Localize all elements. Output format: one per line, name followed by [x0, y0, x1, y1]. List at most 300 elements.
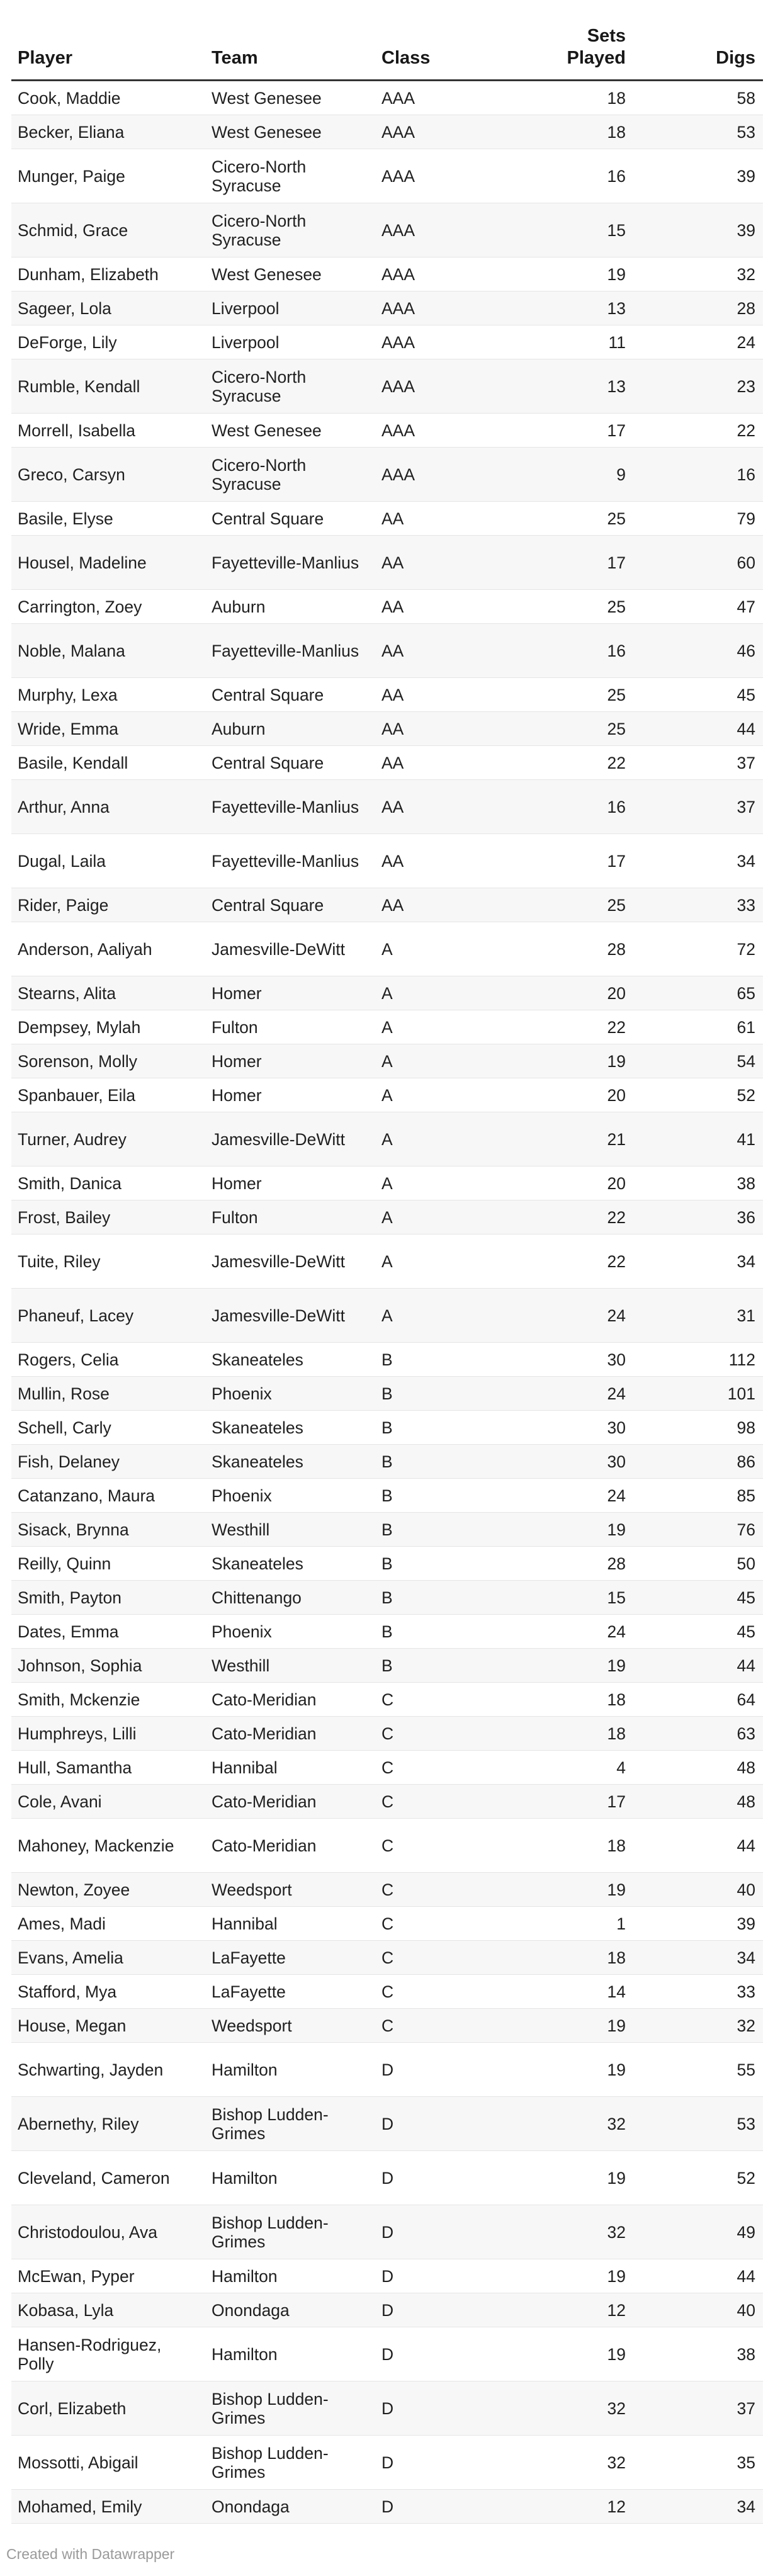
cell-digs: 44 — [633, 1819, 763, 1873]
cell-team: West Genesee — [205, 257, 375, 291]
cell-class: AA — [375, 502, 511, 536]
cell-class: AAA — [375, 414, 511, 448]
cell-player: Greco, Carsyn — [11, 448, 205, 502]
cell-sets: 13 — [511, 291, 633, 325]
table-row — [11, 1547, 763, 1581]
cell-sets: 25 — [511, 502, 633, 536]
cell-player: Smith, Mckenzie — [11, 1683, 205, 1717]
cell-team: Liverpool — [205, 325, 375, 359]
cell-class: A — [375, 1289, 511, 1343]
cell-player: Dempsey, Mylah — [11, 1010, 205, 1044]
table-row — [11, 1819, 763, 1873]
table-row — [11, 1445, 763, 1479]
cell-digs: 37 — [633, 780, 763, 834]
column-header-sets-played[interactable] — [511, 25, 633, 81]
cell-class: AAA — [375, 149, 511, 203]
column-header-team[interactable]: Team — [205, 25, 375, 81]
cell-player: Rogers, Celia — [11, 1343, 205, 1377]
cell-sets: 30 — [511, 1445, 633, 1479]
cell-sets: 4 — [511, 1751, 633, 1785]
cell-sets: 19 — [511, 1873, 633, 1907]
cell-sets: 25 — [511, 712, 633, 746]
cell-sets: 18 — [511, 115, 633, 149]
cell-class: B — [375, 1411, 511, 1445]
table-row — [11, 1941, 763, 1975]
cell-digs: 65 — [633, 976, 763, 1010]
table-row — [11, 1343, 763, 1377]
cell-class: C — [375, 1751, 511, 1785]
cell-player: Morrell, Isabella — [11, 414, 205, 448]
cell-digs: 53 — [633, 115, 763, 149]
cell-digs: 44 — [633, 712, 763, 746]
cell-player: Christodoulou, Ava — [11, 2205, 205, 2259]
cell-team: Onondaga — [205, 2490, 375, 2524]
cell-team: Hamilton — [205, 2327, 375, 2381]
table-row — [11, 780, 763, 834]
cell-digs: 49 — [633, 2205, 763, 2259]
cell-class: AAA — [375, 359, 511, 414]
cell-team: Cicero-North Syracuse — [205, 448, 375, 502]
cell-digs: 50 — [633, 1547, 763, 1581]
cell-player: House, Megan — [11, 2009, 205, 2043]
cell-team: Hannibal — [205, 1907, 375, 1941]
cell-class: AAA — [375, 291, 511, 325]
table-row — [11, 624, 763, 678]
cell-sets: 24 — [511, 1479, 633, 1513]
cell-sets: 1 — [511, 1907, 633, 1941]
cell-sets: 20 — [511, 1167, 633, 1200]
cell-player: Anderson, Aaliyah — [11, 922, 205, 976]
table-row — [11, 2043, 763, 2097]
cell-sets: 25 — [511, 888, 633, 922]
cell-digs: 86 — [633, 1445, 763, 1479]
cell-sets: 14 — [511, 1975, 633, 2009]
cell-player: McEwan, Pyper — [11, 2259, 205, 2293]
cell-sets: 17 — [511, 536, 633, 590]
table-row — [11, 2490, 763, 2524]
cell-class: C — [375, 1819, 511, 1873]
cell-class: AAA — [375, 81, 511, 115]
cell-digs: 112 — [633, 1343, 763, 1377]
cell-class: AA — [375, 888, 511, 922]
cell-team: Bishop Ludden-Grimes — [205, 2097, 375, 2151]
cell-sets: 12 — [511, 2490, 633, 2524]
cell-sets: 32 — [511, 2381, 633, 2436]
table-row — [11, 1044, 763, 1078]
cell-player: Hansen-Rodriguez, Polly — [11, 2327, 205, 2381]
table-row — [11, 976, 763, 1010]
cell-digs: 22 — [633, 414, 763, 448]
cell-player: Becker, Eliana — [11, 115, 205, 149]
table-row — [11, 1112, 763, 1167]
table-row — [11, 1785, 763, 1819]
cell-player: Evans, Amelia — [11, 1941, 205, 1975]
cell-sets: 18 — [511, 1717, 633, 1751]
cell-player: Murphy, Lexa — [11, 678, 205, 712]
cell-player: Basile, Kendall — [11, 746, 205, 780]
cell-class: C — [375, 1873, 511, 1907]
table-row — [11, 746, 763, 780]
cell-team: Weedsport — [205, 1873, 375, 1907]
table-row — [11, 414, 763, 448]
cell-sets: 17 — [511, 414, 633, 448]
cell-class: AA — [375, 834, 511, 888]
cell-sets: 13 — [511, 359, 633, 414]
cell-sets: 19 — [511, 2327, 633, 2381]
cell-team: Bishop Ludden-Grimes — [205, 2205, 375, 2259]
table-row — [11, 1907, 763, 1941]
cell-class: A — [375, 1200, 511, 1234]
sets-header-line2: Played — [567, 48, 626, 68]
table-row — [11, 2097, 763, 2151]
cell-player: Sorenson, Molly — [11, 1044, 205, 1078]
cell-digs: 31 — [633, 1289, 763, 1343]
cell-team: Jamesville-DeWitt — [205, 1234, 375, 1289]
cell-player: Smith, Payton — [11, 1581, 205, 1615]
cell-sets: 32 — [511, 2097, 633, 2151]
table-row — [11, 257, 763, 291]
cell-class: D — [375, 2043, 511, 2097]
table-row — [11, 2293, 763, 2327]
table-row — [11, 1078, 763, 1112]
cell-digs: 34 — [633, 2490, 763, 2524]
cell-team: LaFayette — [205, 1975, 375, 2009]
cell-digs: 34 — [633, 1234, 763, 1289]
cell-player: Newton, Zoyee — [11, 1873, 205, 1907]
cell-sets: 32 — [511, 2436, 633, 2490]
cell-sets: 19 — [511, 2151, 633, 2205]
cell-team: Skaneateles — [205, 1411, 375, 1445]
cell-digs: 34 — [633, 1941, 763, 1975]
table-row — [11, 359, 763, 414]
cell-digs: 85 — [633, 1479, 763, 1513]
cell-sets: 22 — [511, 1010, 633, 1044]
cell-team: Cato-Meridian — [205, 1717, 375, 1751]
cell-class: AAA — [375, 448, 511, 502]
cell-sets: 16 — [511, 149, 633, 203]
cell-team: Weedsport — [205, 2009, 375, 2043]
cell-player: Hull, Samantha — [11, 1751, 205, 1785]
cell-digs: 28 — [633, 291, 763, 325]
cell-player: Tuite, Riley — [11, 1234, 205, 1289]
cell-player: Wride, Emma — [11, 712, 205, 746]
cell-sets: 9 — [511, 448, 633, 502]
cell-digs: 38 — [633, 1167, 763, 1200]
cell-digs: 39 — [633, 203, 763, 257]
table-row — [11, 536, 763, 590]
cell-digs: 38 — [633, 2327, 763, 2381]
cell-player: Abernethy, Riley — [11, 2097, 205, 2151]
digs-leaders-table — [11, 25, 763, 2524]
cell-class: D — [375, 2151, 511, 2205]
cell-digs: 32 — [633, 2009, 763, 2043]
cell-sets: 19 — [511, 2259, 633, 2293]
cell-class: AA — [375, 536, 511, 590]
cell-team: Fulton — [205, 1200, 375, 1234]
cell-team: Jamesville-DeWitt — [205, 1112, 375, 1167]
cell-player: Dates, Emma — [11, 1615, 205, 1649]
cell-digs: 60 — [633, 536, 763, 590]
cell-player: Fish, Delaney — [11, 1445, 205, 1479]
cell-team: Fulton — [205, 1010, 375, 1044]
cell-class: AAA — [375, 257, 511, 291]
cell-sets: 20 — [511, 976, 633, 1010]
column-header-class[interactable]: Class — [375, 25, 511, 81]
cell-team: Phoenix — [205, 1377, 375, 1411]
cell-class: C — [375, 1683, 511, 1717]
cell-sets: 11 — [511, 325, 633, 359]
cell-team: Hamilton — [205, 2043, 375, 2097]
cell-player: Sageer, Lola — [11, 291, 205, 325]
cell-team: Jamesville-DeWitt — [205, 1289, 375, 1343]
cell-player: Rider, Paige — [11, 888, 205, 922]
cell-sets: 19 — [511, 1649, 633, 1683]
cell-sets: 18 — [511, 1819, 633, 1873]
cell-player: Rumble, Kendall — [11, 359, 205, 414]
cell-team: Central Square — [205, 888, 375, 922]
cell-player: Schell, Carly — [11, 1411, 205, 1445]
cell-digs: 40 — [633, 2293, 763, 2327]
cell-class: AAA — [375, 115, 511, 149]
cell-class: C — [375, 1717, 511, 1751]
table-row — [11, 888, 763, 922]
table-row — [11, 590, 763, 624]
cell-digs: 46 — [633, 624, 763, 678]
cell-team: Westhill — [205, 1513, 375, 1547]
cell-sets: 28 — [511, 1547, 633, 1581]
cell-team: West Genesee — [205, 414, 375, 448]
cell-digs: 45 — [633, 678, 763, 712]
cell-player: Stearns, Alita — [11, 976, 205, 1010]
header-row — [11, 25, 763, 81]
cell-player: Munger, Paige — [11, 149, 205, 203]
cell-class: B — [375, 1649, 511, 1683]
cell-player: Dugal, Laila — [11, 834, 205, 888]
table-row — [11, 1615, 763, 1649]
cell-team: Bishop Ludden-Grimes — [205, 2436, 375, 2490]
cell-team: West Genesee — [205, 115, 375, 149]
cell-player: Schmid, Grace — [11, 203, 205, 257]
cell-sets: 30 — [511, 1411, 633, 1445]
table-row — [11, 1513, 763, 1547]
cell-class: AA — [375, 780, 511, 834]
cell-sets: 20 — [511, 1078, 633, 1112]
cell-team: Central Square — [205, 678, 375, 712]
cell-sets: 18 — [511, 1683, 633, 1717]
cell-team: Hamilton — [205, 2259, 375, 2293]
cell-digs: 39 — [633, 149, 763, 203]
cell-player: Cole, Avani — [11, 1785, 205, 1819]
cell-digs: 48 — [633, 1785, 763, 1819]
cell-team: Homer — [205, 1167, 375, 1200]
cell-sets: 19 — [511, 2009, 633, 2043]
cell-class: B — [375, 1615, 511, 1649]
cell-sets: 24 — [511, 1377, 633, 1411]
table-row — [11, 1975, 763, 2009]
cell-digs: 36 — [633, 1200, 763, 1234]
cell-class: D — [375, 2327, 511, 2381]
cell-digs: 54 — [633, 1044, 763, 1078]
cell-class: D — [375, 2097, 511, 2151]
column-header-digs[interactable]: Digs — [633, 25, 763, 81]
cell-sets: 19 — [511, 257, 633, 291]
cell-class: B — [375, 1513, 511, 1547]
cell-class: A — [375, 1167, 511, 1200]
cell-digs: 79 — [633, 502, 763, 536]
cell-team: Chittenango — [205, 1581, 375, 1615]
cell-player: DeForge, Lily — [11, 325, 205, 359]
table-row — [11, 2151, 763, 2205]
cell-team: Fayetteville-Manlius — [205, 536, 375, 590]
cell-sets: 18 — [511, 1941, 633, 1975]
cell-class: A — [375, 1234, 511, 1289]
table-row — [11, 1167, 763, 1200]
cell-sets: 17 — [511, 834, 633, 888]
sets-header-line1: Sets — [587, 26, 626, 46]
cell-player: Mossotti, Abigail — [11, 2436, 205, 2490]
cell-digs: 55 — [633, 2043, 763, 2097]
cell-class: B — [375, 1445, 511, 1479]
cell-sets: 22 — [511, 1200, 633, 1234]
table-row — [11, 149, 763, 203]
cell-team: Skaneateles — [205, 1343, 375, 1377]
cell-team: Cato-Meridian — [205, 1683, 375, 1717]
cell-team: Fayetteville-Manlius — [205, 780, 375, 834]
cell-digs: 39 — [633, 1907, 763, 1941]
cell-class: D — [375, 2205, 511, 2259]
cell-sets: 24 — [511, 1615, 633, 1649]
cell-team: Central Square — [205, 746, 375, 780]
cell-player: Basile, Elyse — [11, 502, 205, 536]
cell-digs: 48 — [633, 1751, 763, 1785]
cell-player: Schwarting, Jayden — [11, 2043, 205, 2097]
cell-digs: 52 — [633, 1078, 763, 1112]
cell-team: Cicero-North Syracuse — [205, 149, 375, 203]
cell-class: A — [375, 1078, 511, 1112]
cell-class: B — [375, 1479, 511, 1513]
table-row — [11, 1683, 763, 1717]
cell-player: Housel, Madeline — [11, 536, 205, 590]
table-row — [11, 1649, 763, 1683]
cell-class: D — [375, 2436, 511, 2490]
table-row — [11, 1873, 763, 1907]
cell-class: AA — [375, 746, 511, 780]
cell-digs: 47 — [633, 590, 763, 624]
table-row — [11, 448, 763, 502]
cell-team: Skaneateles — [205, 1445, 375, 1479]
cell-digs: 61 — [633, 1010, 763, 1044]
cell-class: C — [375, 1975, 511, 2009]
cell-digs: 37 — [633, 746, 763, 780]
column-header-player[interactable]: Player — [11, 25, 205, 81]
table-row — [11, 2327, 763, 2381]
cell-digs: 76 — [633, 1513, 763, 1547]
cell-player: Frost, Bailey — [11, 1200, 205, 1234]
cell-digs: 45 — [633, 1581, 763, 1615]
cell-digs: 72 — [633, 922, 763, 976]
table-row — [11, 203, 763, 257]
cell-player: Turner, Audrey — [11, 1112, 205, 1167]
cell-team: Homer — [205, 976, 375, 1010]
table-row — [11, 1581, 763, 1615]
cell-class: D — [375, 2259, 511, 2293]
cell-class: C — [375, 1785, 511, 1819]
cell-team: Westhill — [205, 1649, 375, 1683]
table-row — [11, 1717, 763, 1751]
cell-team: Cicero-North Syracuse — [205, 359, 375, 414]
cell-player: Mahoney, Mackenzie — [11, 1819, 205, 1873]
cell-digs: 33 — [633, 1975, 763, 2009]
table-row — [11, 325, 763, 359]
cell-sets: 19 — [511, 2043, 633, 2097]
cell-class: AAA — [375, 325, 511, 359]
table-row — [11, 81, 763, 115]
cell-team: LaFayette — [205, 1941, 375, 1975]
cell-sets: 21 — [511, 1112, 633, 1167]
table-row — [11, 834, 763, 888]
cell-digs: 34 — [633, 834, 763, 888]
cell-team: Homer — [205, 1078, 375, 1112]
cell-class: B — [375, 1343, 511, 1377]
cell-sets: 22 — [511, 746, 633, 780]
cell-digs: 45 — [633, 1615, 763, 1649]
table-body — [11, 81, 763, 2524]
cell-player: Carrington, Zoey — [11, 590, 205, 624]
cell-sets: 15 — [511, 203, 633, 257]
cell-class: B — [375, 1377, 511, 1411]
cell-player: Stafford, Mya — [11, 1975, 205, 2009]
cell-sets: 16 — [511, 624, 633, 678]
cell-digs: 24 — [633, 325, 763, 359]
table-row — [11, 1751, 763, 1785]
datawrapper-credit: Created with Datawrapper — [6, 2546, 175, 2562]
table-row — [11, 1289, 763, 1343]
cell-team: Fayetteville-Manlius — [205, 834, 375, 888]
table-row — [11, 2009, 763, 2043]
cell-team: Central Square — [205, 502, 375, 536]
cell-team: Hamilton — [205, 2151, 375, 2205]
cell-team: Cato-Meridian — [205, 1819, 375, 1873]
cell-class: AAA — [375, 203, 511, 257]
cell-team: Liverpool — [205, 291, 375, 325]
cell-digs: 101 — [633, 1377, 763, 1411]
cell-player: Noble, Malana — [11, 624, 205, 678]
cell-player: Humphreys, Lilli — [11, 1717, 205, 1751]
cell-sets: 24 — [511, 1289, 633, 1343]
cell-player: Kobasa, Lyla — [11, 2293, 205, 2327]
cell-team: Skaneateles — [205, 1547, 375, 1581]
table-row — [11, 1479, 763, 1513]
cell-player: Johnson, Sophia — [11, 1649, 205, 1683]
table-row — [11, 2436, 763, 2490]
cell-class: A — [375, 922, 511, 976]
cell-class: D — [375, 2381, 511, 2436]
cell-digs: 52 — [633, 2151, 763, 2205]
table-row — [11, 1200, 763, 1234]
cell-sets: 16 — [511, 780, 633, 834]
cell-team: Bishop Ludden-Grimes — [205, 2381, 375, 2436]
cell-team: Homer — [205, 1044, 375, 1078]
table-row — [11, 1010, 763, 1044]
cell-player: Ames, Madi — [11, 1907, 205, 1941]
table-row — [11, 1234, 763, 1289]
cell-team: Auburn — [205, 590, 375, 624]
cell-player: Corl, Elizabeth — [11, 2381, 205, 2436]
cell-class: AA — [375, 590, 511, 624]
cell-player: Smith, Danica — [11, 1167, 205, 1200]
cell-sets: 19 — [511, 1513, 633, 1547]
cell-team: Jamesville-DeWitt — [205, 922, 375, 976]
